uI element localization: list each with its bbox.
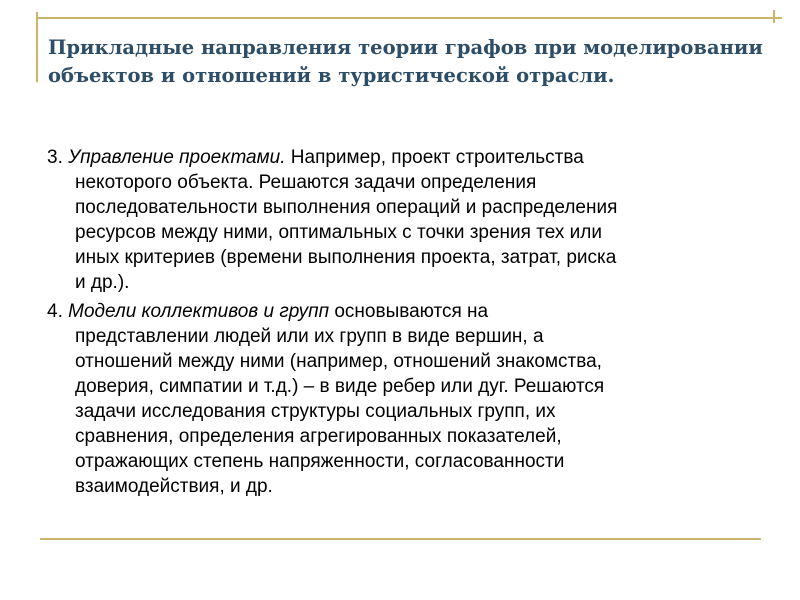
paragraph-line: иных критериев (времени выполнения проекта, затрат, риска [75, 247, 617, 268]
paragraph-line: доверия, симпатии и т.д.) – в виде ребер или дуг. Решаются [75, 376, 605, 397]
paragraph-line: некоторого объекта. Решаются задачи определения [75, 172, 537, 193]
slide-title [48, 34, 768, 90]
paragraph-group-models [47, 299, 757, 499]
paragraph-line: задачи исследования структуры социальных групп, их [75, 401, 556, 422]
paragraph-line: взаимодействия, и др. [75, 476, 273, 497]
paragraph-italic-term: Управление проектами. [68, 147, 286, 168]
paragraph-number: 4. [47, 301, 63, 322]
paragraph-line: отражающих степень напряженности, согласованности [75, 451, 565, 472]
paragraph-line: последовательности выполнения операций и распределения [75, 197, 618, 218]
paragraph-line: сравнения, определения агрегированных показателей, [75, 426, 562, 447]
paragraph-first-line [47, 299, 757, 324]
slide-body [47, 145, 757, 499]
title-line-1: Прикладные направления теории графов при моделировании [48, 36, 763, 59]
frame-top-rule [38, 17, 782, 19]
paragraph-first-line-rest: основываются на [334, 301, 489, 322]
frame-bottom-rule [40, 538, 761, 540]
paragraph-first-line-rest: Например, проект строительства [290, 147, 584, 168]
paragraph-italic-term: Модели коллективов и групп [68, 301, 330, 322]
paragraph-project-management [47, 145, 757, 295]
paragraph-line: представлении людей или их групп в виде вершин, а [75, 326, 544, 347]
paragraph-number: 3. [47, 147, 63, 168]
paragraph-line: отношений между ними (например, отношений знакомства, [75, 351, 602, 372]
frame-right-rule [773, 10, 775, 23]
paragraph-line: и др.). [75, 272, 130, 293]
title-line-2: объектов и отношений в туристической отрасли. [48, 64, 615, 87]
paragraph-first-line [47, 145, 757, 170]
paragraph-line: ресурсов между ними, оптимальных с точки зрения тех или [75, 222, 602, 243]
frame-left-rule [36, 12, 38, 82]
